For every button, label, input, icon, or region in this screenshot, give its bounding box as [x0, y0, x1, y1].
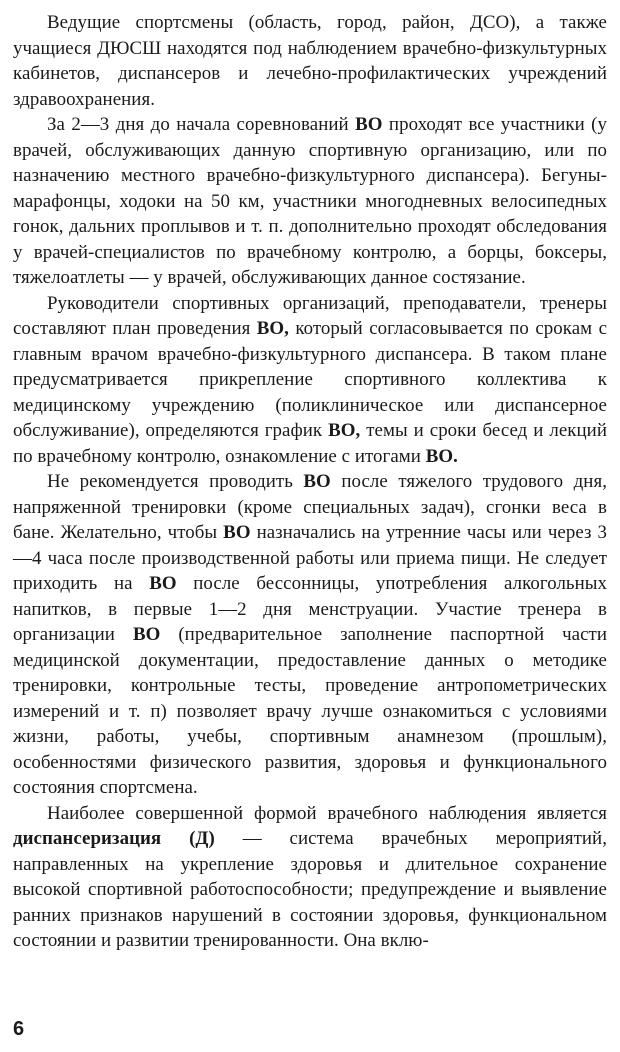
- term-vo: ВО: [132, 624, 161, 645]
- term-dispanserizatsiya: диспансеризация (Д): [13, 828, 215, 849]
- paragraph-4-text: Не рекомендуется проводить: [47, 471, 304, 492]
- paragraph-2-text: проходят все участники (у врачей, обслуживающих данную спортивную организацию, или по назначению местного врачебно-физкультурного диспансера). Бегуны-марафонцы, ходоки на 50 км, участники многодневных велосипедных гонок, дальних проплывов и т. п. дополнительно проходят обследования у врачей-специалистов по врачебному контролю, а борцы, боксеры, тяжелоатлеты — у врачей, обслуживающих данное состязание.: [13, 114, 607, 288]
- paragraph-4-text: после тяжелого трудового дня, напряженной тренировки (кроме специальных задач), сгонки веса в бане. Желательно, чтобы: [13, 471, 607, 543]
- paragraph-3-text: темы и сроки бесед и лекций по врачебному контролю, ознакомление с итогами: [13, 420, 608, 467]
- paragraph-5-text: — система врачебных мероприятий, направленных на укрепление здоровья и длительное сохранение высокой спортивной работоспособности; предупреждение и выявление ранних признаков нарушений в состоянии здоровья, функциональном состоянии и развитии тренированности. Она вклю-: [13, 828, 607, 951]
- page-number: 6: [13, 1018, 25, 1040]
- paragraph-2: [13, 112, 607, 291]
- paragraph-5-text: Наиболее совершенной формой врачебного наблюдения является: [47, 802, 607, 824]
- term-vo: ВО: [149, 573, 177, 594]
- paragraph-3-text: Руководители спортивных организаций, преподаватели, тренеры составляют план проведения: [13, 292, 607, 339]
- paragraph-1: [13, 10, 607, 112]
- paragraph-2-text: За 2—3 дня до начала соревнований: [47, 114, 356, 135]
- paragraph-3: [13, 291, 607, 470]
- term-vo: ВО: [303, 471, 331, 492]
- paragraph-4-text: назначались на утренние часы или через 3—4 часа после производственной работы или приема пищи. Не следует приходить на: [13, 522, 608, 594]
- page-body: [13, 10, 607, 954]
- term-vo: ВО.: [425, 445, 458, 467]
- term-vo: ВО: [355, 114, 383, 135]
- paragraph-3-text: который согласовывается по срокам с главным врачом врачебно-физкультурного диспансера. В таком плане предусматривается прикрепление спортивного коллектива к медицинскому учреждению (поликлиническое или диспансерное обслуживание), определяются график: [13, 318, 607, 441]
- paragraph-1-text: Ведущие спортсмены (область, город, район, ДСО), а также учащиеся ДЮСШ находятся под наблюдением врачебно-физкультурных кабинетов, диспансеров и лечебно-профилактических учреждений здравоохранения.: [13, 12, 607, 110]
- paragraph-4-text: после бессонницы, употребления алкогольных напитков, в первые 1—2 дня менструации. Участие тренера в организации: [13, 573, 607, 645]
- term-vo: ВО,: [328, 420, 361, 441]
- term-vo: ВО: [223, 522, 251, 543]
- paragraph-4: [13, 469, 607, 801]
- paragraph-5: [13, 801, 607, 954]
- term-vo: ВО,: [256, 318, 289, 339]
- paragraph-4-text: (предварительное заполнение паспортной части медицинской документации, предоставление данных о методике тренировки, контрольные тесты, проведение антропометрических измерений и т. п) позволяет врачу лучше ознакомиться с условиями жизни, работы, учебы, спортивным анамнезом (прошлым), особенностями физического развития, здоровья и функционального состояния спортсмена.: [13, 624, 607, 798]
